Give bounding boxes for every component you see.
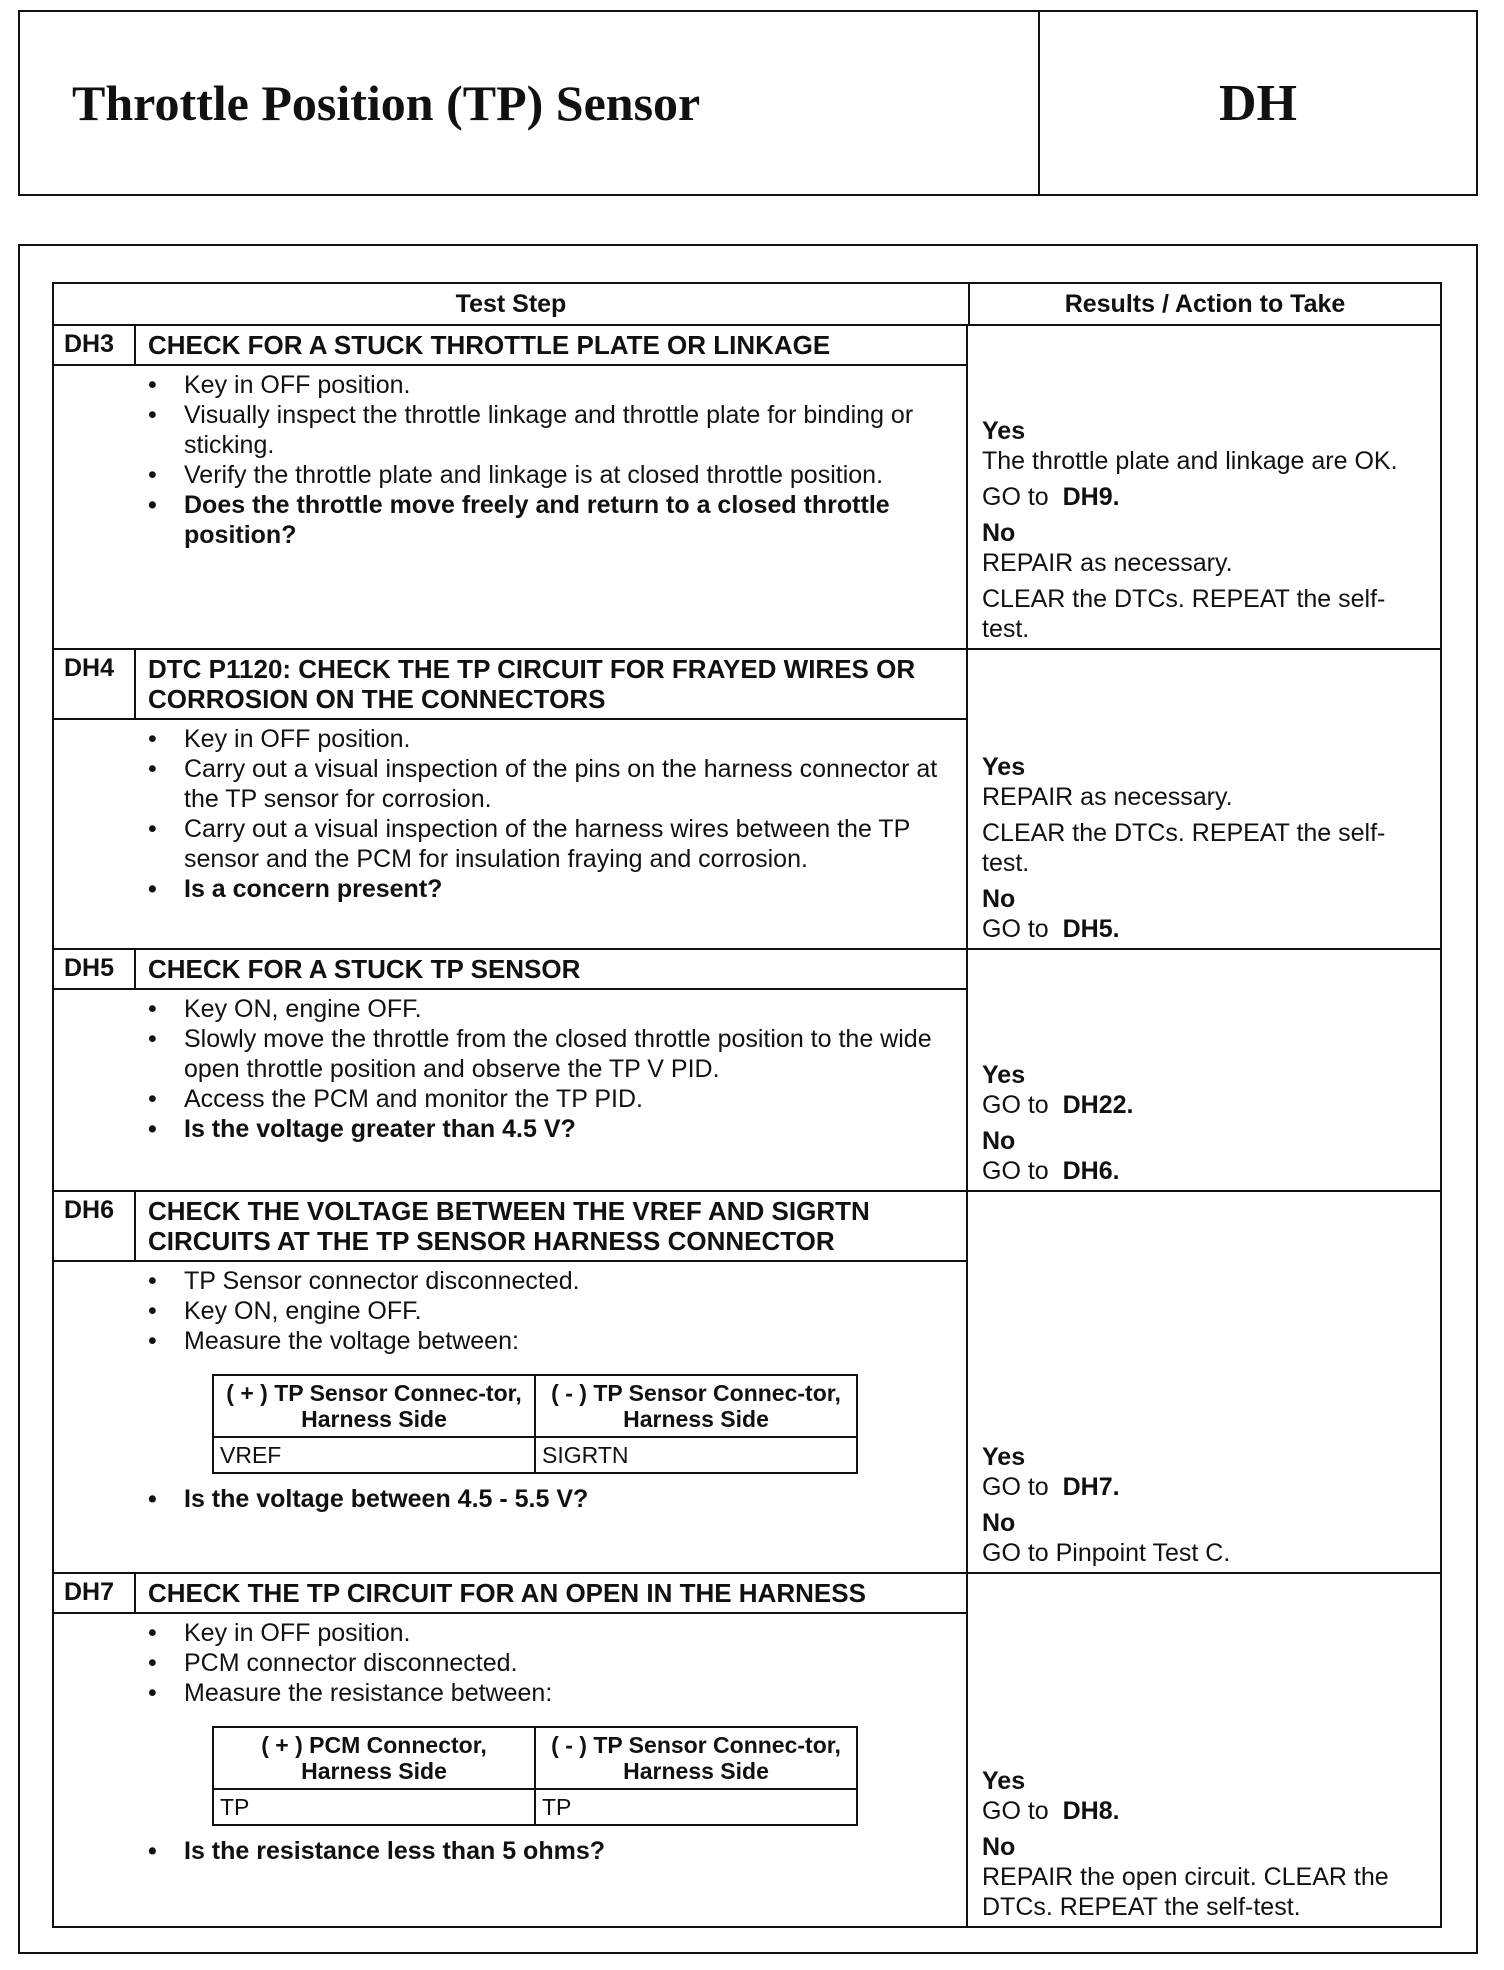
step-block-dh3: [54, 326, 1440, 650]
step-bullet: • Slowly move the throttle from the closed throttle position to the wide open throttle position and observe the TP V PID.: [184, 1024, 956, 1084]
goto-text: GO to: [982, 915, 1049, 943]
yes-label: Yes: [982, 1061, 1026, 1089]
no-text-2: CLEAR the DTCs. REPEAT the self-test.: [982, 585, 1386, 643]
step-bullet: • Verify the throttle plate and linkage is at closed throttle position.: [184, 460, 956, 490]
step-bullet: • Carry out a visual inspection of the pins on the harness connector at the TP sensor for corrosion.: [184, 754, 956, 814]
section-code: DH: [1219, 74, 1297, 132]
step-bullet: • Key ON, engine OFF.: [184, 1296, 956, 1326]
step-title: DTC P1120: CHECK THE TP CIRCUIT FOR FRAYED WIRES OR CORROSION ON THE CONNECTORS: [148, 654, 916, 714]
test-step-table: [52, 282, 1442, 1928]
meas-header-positive: ( + ) TP Sensor Connec-tor, Harness Side: [213, 1375, 535, 1437]
step-results: [968, 950, 1440, 1190]
step-bullet: • Measure the voltage between:: [184, 1326, 956, 1356]
step-block-dh7: [54, 1574, 1440, 1926]
step-bullet: • Key in OFF position.: [184, 1618, 956, 1648]
step-results: [968, 1192, 1440, 1572]
step-bullet: • Access the PCM and monitor the TP PID.: [184, 1084, 956, 1114]
measurement-table: [212, 1374, 858, 1474]
goto-target: DH22.: [1062, 1091, 1134, 1119]
yes-label: Yes: [982, 1767, 1026, 1795]
col-results: Results / Action to Take: [1064, 289, 1346, 318]
goto-target: DH7.: [1062, 1473, 1120, 1501]
yes-text: REPAIR as necessary.: [982, 783, 1233, 811]
no-label: No: [982, 885, 1016, 913]
step-bullet: • PCM connector disconnected.: [184, 1648, 956, 1678]
goto-target: DH6.: [1062, 1157, 1120, 1185]
meas-header-negative: ( - ) TP Sensor Connec-tor, Harness Side: [535, 1727, 857, 1789]
step-question: • Is the voltage between 4.5 - 5.5 V?: [184, 1484, 956, 1514]
goto-target: DH5.: [1062, 915, 1120, 943]
yes-label: Yes: [982, 753, 1026, 781]
step-bullet: • Visually inspect the throttle linkage and throttle plate for binding or sticking.: [184, 400, 956, 460]
no-text: REPAIR as necessary.: [982, 549, 1233, 577]
no-label: No: [982, 519, 1016, 547]
step-bullet: • TP Sensor connector disconnected.: [184, 1266, 956, 1296]
goto-text: GO to: [982, 1091, 1049, 1119]
goto-text: GO to: [982, 1797, 1049, 1825]
step-id: DH7: [54, 1574, 136, 1612]
step-bullet: • Key in OFF position.: [184, 370, 956, 400]
step-id: DH4: [54, 650, 136, 718]
yes-label: Yes: [982, 417, 1026, 445]
step-title: CHECK THE TP CIRCUIT FOR AN OPEN IN THE HARNESS: [148, 1578, 866, 1608]
goto-text: GO to: [982, 483, 1049, 511]
meas-value-positive: TP: [213, 1789, 535, 1825]
yes-label: Yes: [982, 1443, 1026, 1471]
step-title: CHECK THE VOLTAGE BETWEEN THE VREF AND SIGRTN CIRCUITS AT THE TP SENSOR HARNESS CONNECTOR: [148, 1196, 870, 1256]
no-label: No: [982, 1833, 1016, 1861]
page-title: Throttle Position (TP) Sensor: [20, 12, 1040, 194]
step-question: • Is a concern present?: [184, 874, 956, 904]
no-label: No: [982, 1127, 1016, 1155]
goto-target: DH9.: [1062, 483, 1120, 511]
step-title: CHECK FOR A STUCK TP SENSOR: [148, 954, 581, 984]
page-header: [18, 10, 1478, 196]
no-text: REPAIR the open circuit. CLEAR the DTCs. REPEAT the self-test.: [982, 1863, 1389, 1921]
step-title: CHECK FOR A STUCK THROTTLE PLATE OR LINKAGE: [148, 330, 831, 360]
col-test-step: Test Step: [54, 284, 970, 324]
yes-text-2: CLEAR the DTCs. REPEAT the self-test.: [982, 819, 1386, 877]
meas-header-positive: ( + ) PCM Connector, Harness Side: [213, 1727, 535, 1789]
yes-text: The throttle plate and linkage are OK.: [982, 447, 1398, 475]
step-bullet: • Key in OFF position.: [184, 724, 956, 754]
table-header: [54, 284, 1440, 326]
step-id: DH6: [54, 1192, 136, 1260]
step-id: DH3: [54, 326, 136, 364]
step-bullet: • Key ON, engine OFF.: [184, 994, 956, 1024]
meas-value-positive: VREF: [213, 1437, 535, 1473]
step-results: [968, 650, 1440, 948]
step-question: • Is the voltage greater than 4.5 V?: [184, 1114, 956, 1144]
meas-header-negative: ( - ) TP Sensor Connec-tor, Harness Side: [535, 1375, 857, 1437]
goto-target: DH8.: [1062, 1797, 1120, 1825]
step-block-dh4: [54, 650, 1440, 950]
step-bullet: • Carry out a visual inspection of the harness wires between the TP sensor and the PCM for insulation fraying and corrosion.: [184, 814, 956, 874]
no-text: GO to Pinpoint Test C.: [982, 1539, 1231, 1567]
meas-value-negative: SIGRTN: [535, 1437, 857, 1473]
measurement-table: [212, 1726, 858, 1826]
step-block-dh5: [54, 950, 1440, 1192]
content-frame: [18, 244, 1478, 1954]
goto-text: GO to: [982, 1473, 1049, 1501]
no-label: No: [982, 1509, 1016, 1537]
step-results: [968, 326, 1440, 648]
step-question: • Is the resistance less than 5 ohms?: [184, 1836, 956, 1866]
goto-text: GO to: [982, 1157, 1049, 1185]
step-bullet: • Measure the resistance between:: [184, 1678, 956, 1708]
step-question: • Does the throttle move freely and return to a closed throttle position?: [184, 490, 956, 550]
step-id: DH5: [54, 950, 136, 988]
meas-value-negative: TP: [535, 1789, 857, 1825]
step-results: [968, 1574, 1440, 1926]
step-block-dh6: [54, 1192, 1440, 1574]
